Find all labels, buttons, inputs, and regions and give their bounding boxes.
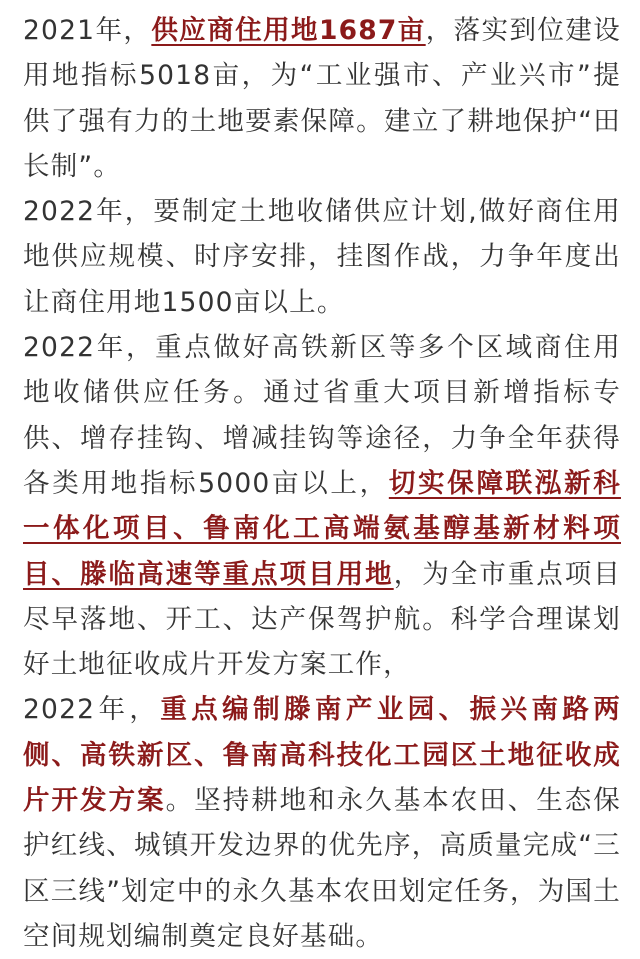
paragraph-2022-key-areas — [23, 325, 621, 687]
text-segment: 2022年， — [23, 694, 161, 726]
highlighted-text: 供应商住用地1687亩 — [151, 15, 426, 46]
text-segment: 。坚持耕地和永久基本农田、生态保护红线、城镇开发边界的优先序，高质量完成“三区三线”划定中的永久基本农田划定任务，为国土空间规划编制奠定良好基础。 — [23, 785, 622, 952]
text-segment: ，落实到位建设用地指标5018亩，为“工业强市、产业兴市”提供了强有力的土地要素保障。建立了耕地保护“田长制”。 — [23, 15, 621, 182]
highlighted-text: 重点编制滕南产业园、振兴南路两侧、高铁新区、鲁南高科技化工园区土地征收成片开发方案 — [23, 694, 622, 817]
text-segment: 2022年，要制定土地收储供应计划,做好商住用地供应规模、时序安排，挂图作战，力争年度出让商住用地1500亩以上。 — [23, 196, 621, 318]
text-segment: ，为全市重点项目尽早落地、开工、达产保驾护航。科学合理谋划好土地征收成片开发方案工作， — [23, 558, 621, 681]
paragraph-2021-supply — [23, 8, 621, 189]
text-segment: 2022年，重点做好高铁新区等多个区域商住用地收储供应任务。通过省重大项目新增指标专供、增存挂钩、增减挂钩等途径，力争全年获得各类用地指标5000亩以上， — [23, 332, 621, 499]
paragraph-2022-development-plan — [23, 687, 621, 959]
text-segment: 2021年， — [23, 15, 152, 46]
highlighted-text: 切实保障联泓新科一体化项目、鲁南化工高端氨基醇基新材料项目、滕临高速等重点项目用地 — [23, 467, 621, 590]
paragraph-2022-plan — [23, 189, 621, 325]
